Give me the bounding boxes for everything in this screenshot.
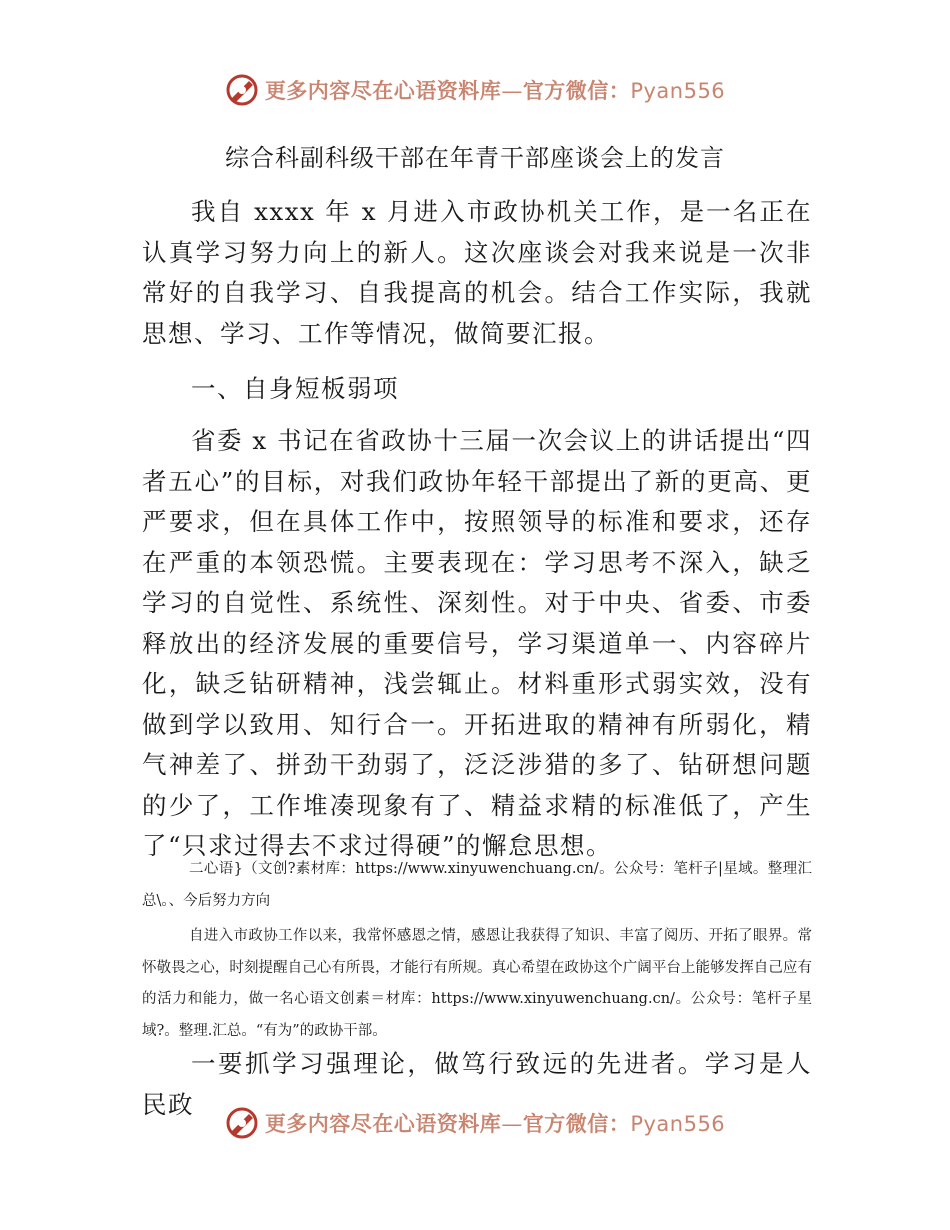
footer-watermark-banner: [0, 1103, 950, 1143]
paragraph-direction: 自进入市政协工作以来，我常怀感恩之情，感恩让我获得了知识、丰富了阅历、开拓了眼界。常怀敬畏之心，时刻提醒自己心有所畏，才能行有所规。真心希望在政协这个广阔平台上能够发挥自己应有的活力和能力，做一名心语文创素＝材库：https://www.xinyuwenchuang.cn/。公众号：笔杆子星域?。整理.汇总。“有为”的政协干部。: [142, 928, 812, 1039]
header-watermark-banner: [0, 70, 950, 110]
paragraph-section-2-heading: 二心语}（文创?素材库：https://www.xinyuwenchuang.cn/。公众号：笔杆子|星域。整理汇总\。、今后努力方向: [142, 861, 812, 909]
paragraph-intro: 我自 xxxx 年 x 月进入市政协机关工作，是一名正在认真学习努力向上的新人。这次座谈会对我来说是一次非常好的自我学习、自我提高的机会。结合工作实际，我就思想、学习、工作等情况，做简要汇报。: [142, 197, 812, 348]
paragraph-shortcomings: 省委 x 书记在省政协十三届一次会议上的讲话提出“四者五心”的目标，对我们政协年轻干部提出了新的更高、更严要求，但在具体工作中，按照领导的标准和要求，还存在严重的本领恐慌。主要表现在：学习思考不深入，缺乏学习的自觉性、系统性、深刻性。对于中央、省委、市委释放出的经济发展的重要信号，学习渠道单一、内容碎片化，缺乏钻研精神，浅尝辄止。材料重形式弱实效，没有做到学以致用、知行合一。开拓进取的精神有所弱化，精气神差了、拼劲干劲弱了，泛泛涉猎的多了、钻研想问题的少了，工作堆凑现象有了、精益求精的标准低了，产生了“只求过得去不求过得硬”的懈怠思想。: [142, 426, 812, 860]
banner-text: 更多内容尽在心语资料库—官方微信：Pyan556: [264, 79, 726, 103]
logo-icon: [225, 1106, 259, 1140]
document-title: 综合科副科级干部在年青干部座谈会上的发言: [225, 144, 725, 172]
logo-icon: [225, 73, 259, 107]
banner-text: 更多内容尽在心语资料库—官方微信：Pyan556: [264, 1112, 726, 1136]
paragraph-study: 一要抓学习强理论，做笃行致远的先进者。学习是人民政: [142, 1049, 812, 1119]
section-heading-1: 一、自身短板弱项: [191, 374, 399, 403]
